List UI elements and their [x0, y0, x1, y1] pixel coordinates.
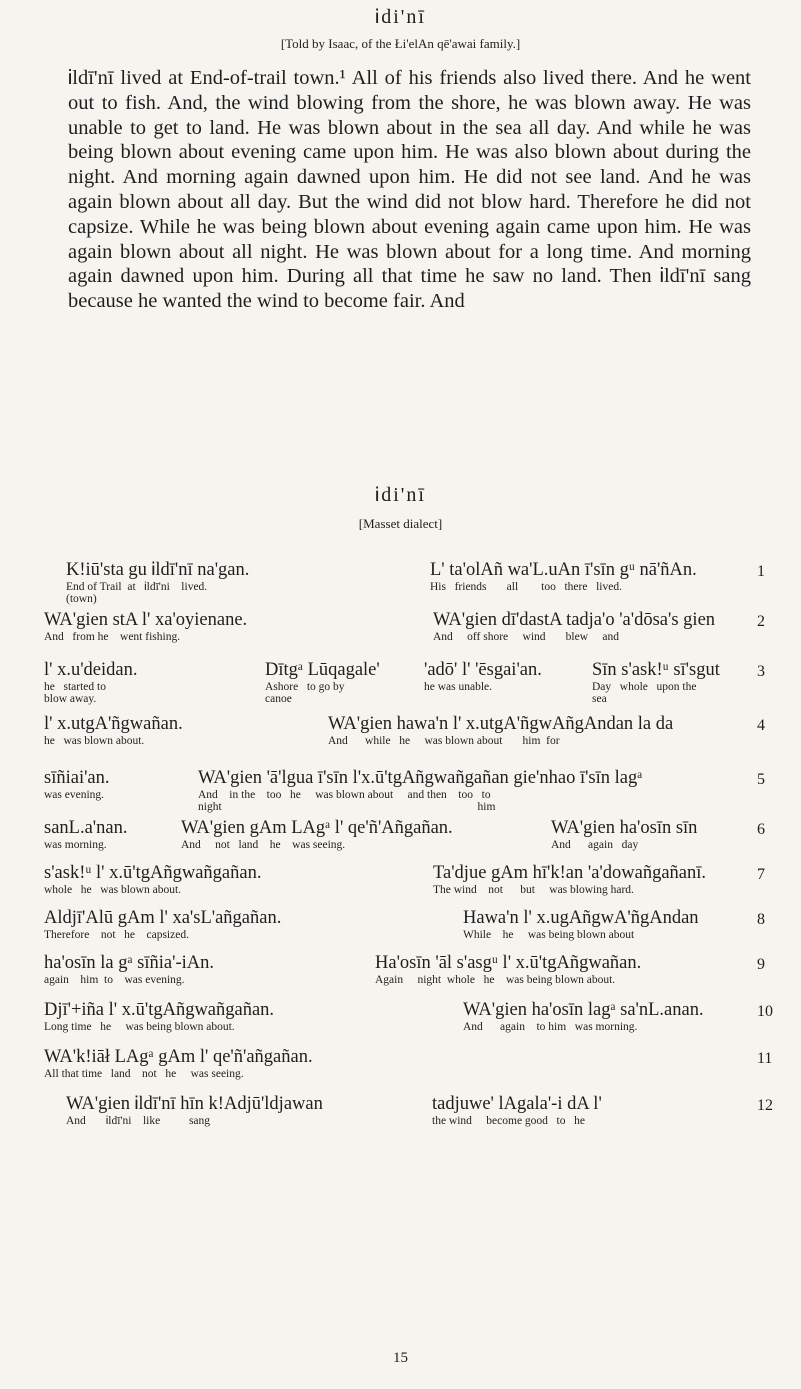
phrase [44, 953, 214, 986]
native-text: WA'gien stA l' xa'oyienane. [44, 610, 248, 630]
line-number: 6 [757, 821, 765, 838]
native-text: s'ask!ᵘ l' x.ū'tgAñgwañgañan. [44, 863, 262, 883]
story1-note: [Told by Isaac, of the Łi'elAn qē'awai family.] [280, 36, 521, 51]
gloss-text: he was blown about. [44, 735, 145, 747]
gloss-text-continued: sea [592, 693, 607, 705]
native-text: K!iū'sta gu Ꭵldī'nī na'gan. [66, 560, 250, 580]
gloss-text: he started to [44, 681, 106, 693]
gloss-text: And again day [551, 839, 639, 851]
line-number: 11 [757, 1050, 773, 1067]
interlinear-line [0, 1000, 801, 1054]
phrase [433, 610, 715, 643]
gloss-text: While he was being blown about [463, 929, 635, 941]
gloss-text: was evening. [44, 789, 105, 801]
phrase [551, 818, 697, 851]
native-text: Ha'osīn 'āl s'asgᵘ l' x.ū'tgAñgwañan. [375, 953, 642, 973]
gloss-text: And from he went fishing. [44, 631, 181, 643]
gloss-text-continued: blow away. [44, 693, 97, 705]
phrase [44, 714, 183, 747]
phrase [66, 1094, 323, 1127]
gloss-text: Ashore to go by [265, 681, 345, 693]
gloss-text: the wind become good to he [432, 1115, 585, 1127]
line-number: 3 [757, 663, 765, 680]
line-number: 7 [757, 866, 765, 883]
gloss-text-continued: canoe [265, 693, 292, 705]
native-text: Sīn s'ask!ᵘ sī'sgut [592, 660, 720, 680]
interlinear-line [0, 610, 801, 664]
gloss-text-continued: (town) [66, 593, 97, 605]
native-text: WA'gien Ꭵldī'nī hīn k!Adjū'ldjawan [66, 1094, 323, 1114]
phrase [328, 714, 673, 747]
phrase [44, 660, 138, 705]
phrase [44, 863, 261, 896]
native-text: Aldjī'Alū gAm l' xa'sL'añgañan. [44, 908, 282, 928]
native-text: L' ta'olAñ wa'L.uAn ī'sīn gᵘ nā'ñAn. [430, 560, 697, 580]
phrase [44, 610, 247, 643]
gloss-text: Day whole upon the [592, 681, 697, 693]
native-text: Ta'djue gAm hī'k!an 'a'dowañgañanī. [433, 863, 707, 883]
page-number: 15 [393, 1350, 408, 1366]
story2-note: [Masset dialect] [358, 516, 443, 531]
gloss-text: And in the too he was blown about and then too to [198, 789, 491, 801]
gloss-text: And while he was blown about him for [328, 735, 560, 747]
gloss-text: His friends all too there lived. [430, 581, 622, 593]
line-number: 12 [757, 1097, 773, 1114]
native-text: sanL.a'nan. [44, 818, 128, 838]
line-number: 8 [757, 911, 765, 928]
gloss-text-continued: night him [198, 801, 496, 813]
phrase [44, 1047, 313, 1080]
phrase [265, 660, 380, 705]
interlinear-line [0, 1094, 801, 1148]
line-number: 10 [757, 1003, 773, 1020]
native-text: Dītgᵃ Lūqagale' [265, 660, 380, 680]
gloss-text: whole he was blown about. [44, 884, 182, 896]
line-number: 4 [757, 717, 765, 734]
interlinear-line [0, 660, 801, 714]
phrase [433, 863, 706, 896]
interlinear-line [0, 560, 801, 614]
phrase [463, 908, 699, 941]
interlinear-line [0, 1047, 801, 1101]
phrase [44, 818, 127, 851]
phrase [375, 953, 641, 986]
phrase [66, 560, 249, 605]
gloss-text: And Ꭵldī'ni like sang [66, 1115, 211, 1127]
native-text: ha'osīn la gᵃ sīñia'-iAn. [44, 953, 214, 973]
gloss-text: he was unable. [424, 681, 493, 693]
native-text: WA'gien hawa'n l' x.utgA'ñgwAñgAndan la da [328, 714, 674, 734]
gloss-text: The wind not but was blowing hard. [433, 884, 634, 896]
gloss-text: was morning. [44, 839, 107, 851]
story2-title: Ꭵdi'nī [375, 484, 426, 506]
line-number: 1 [757, 563, 765, 580]
interlinear-line [0, 714, 801, 768]
native-text: WA'gien 'ā'lgua ī'sīn l'x.ū'tgAñgwañgañan gie'nhao ī'sīn lagᵃ [198, 768, 643, 788]
gloss-text: Again night whole he was being blown about. [375, 974, 616, 986]
phrase [424, 660, 542, 693]
gloss-text: All that time land not he was seeing. [44, 1068, 244, 1080]
native-text: Hawa'n l' x.ugAñgwA'ñgAndan [463, 908, 699, 928]
line-number: 9 [757, 956, 765, 973]
native-text: tadjuwe' lAgala'-i dA l' [432, 1094, 602, 1114]
gloss-text: And again to him was morning. [463, 1021, 638, 1033]
phrase [463, 1000, 704, 1033]
line-number: 5 [757, 771, 765, 788]
native-text: WA'gien ha'osīn sīn [551, 818, 698, 838]
line-number: 2 [757, 613, 765, 630]
phrase [44, 1000, 274, 1033]
gloss-text: End of Trail at Ꭵldī'ni lived. [66, 581, 208, 593]
gloss-text: Therefore not he capsized. [44, 929, 189, 941]
english-paragraph: Ꭵldī'nī lived at End-of-trail town.¹ All of his friends also lived there. And he went out to fish. And, the wind blowing from the shore, he was blown away. He was unable to get to land. He was blown about in the sea all day. And while he was being blown about evening came upon him. He was also blown about during the night. And morning again dawned upon him. He did not see land. And he was again blown about all day. But the wind did not blow hard. Therefore he did not capsize. While he was being blown about evening again came upon him. He was again blown about all night. He was blown about for a long time. And morning again dawned upon him. During all that time he saw no land. Then Ꭵldī'nī sang because he wanted the wind to become fair. And [68, 67, 751, 313]
native-text: WA'gien dī'dastA tadja'o 'a'dōsa's gien [433, 610, 716, 630]
gloss-text: And not land he was seeing. [181, 839, 346, 851]
phrase [44, 908, 281, 941]
interlinear-line [0, 768, 801, 822]
native-text: 'adō' l' 'ēsgai'an. [424, 660, 542, 680]
native-text: sīñiai'an. [44, 768, 110, 788]
phrase [592, 660, 720, 705]
native-text: WA'k!iāł LAgᵃ gAm l' qe'ñ'añgañan. [44, 1047, 313, 1067]
phrase [181, 818, 453, 851]
phrase [198, 768, 642, 813]
native-text: Djī'+iña l' x.ū'tgAñgwañgañan. [44, 1000, 275, 1020]
gloss-text: Long time he was being blown about. [44, 1021, 235, 1033]
gloss-text: again him to was evening. [44, 974, 185, 986]
interlinear-line [0, 953, 801, 1007]
native-text: WA'gien ha'osīn lagᵃ sa'nL.anan. [463, 1000, 704, 1020]
native-text: l' x.u'deidan. [44, 660, 138, 680]
phrase [44, 768, 110, 801]
gloss-text: And off shore wind blew and [433, 631, 619, 643]
story1-title: Ꭵdi'nī [375, 6, 426, 28]
native-text: l' x.utgA'ñgwañan. [44, 714, 183, 734]
native-text: WA'gien gAm LAgᵃ l' qe'ñ'Añgañan. [181, 818, 453, 838]
phrase [432, 1094, 602, 1127]
phrase [430, 560, 697, 593]
